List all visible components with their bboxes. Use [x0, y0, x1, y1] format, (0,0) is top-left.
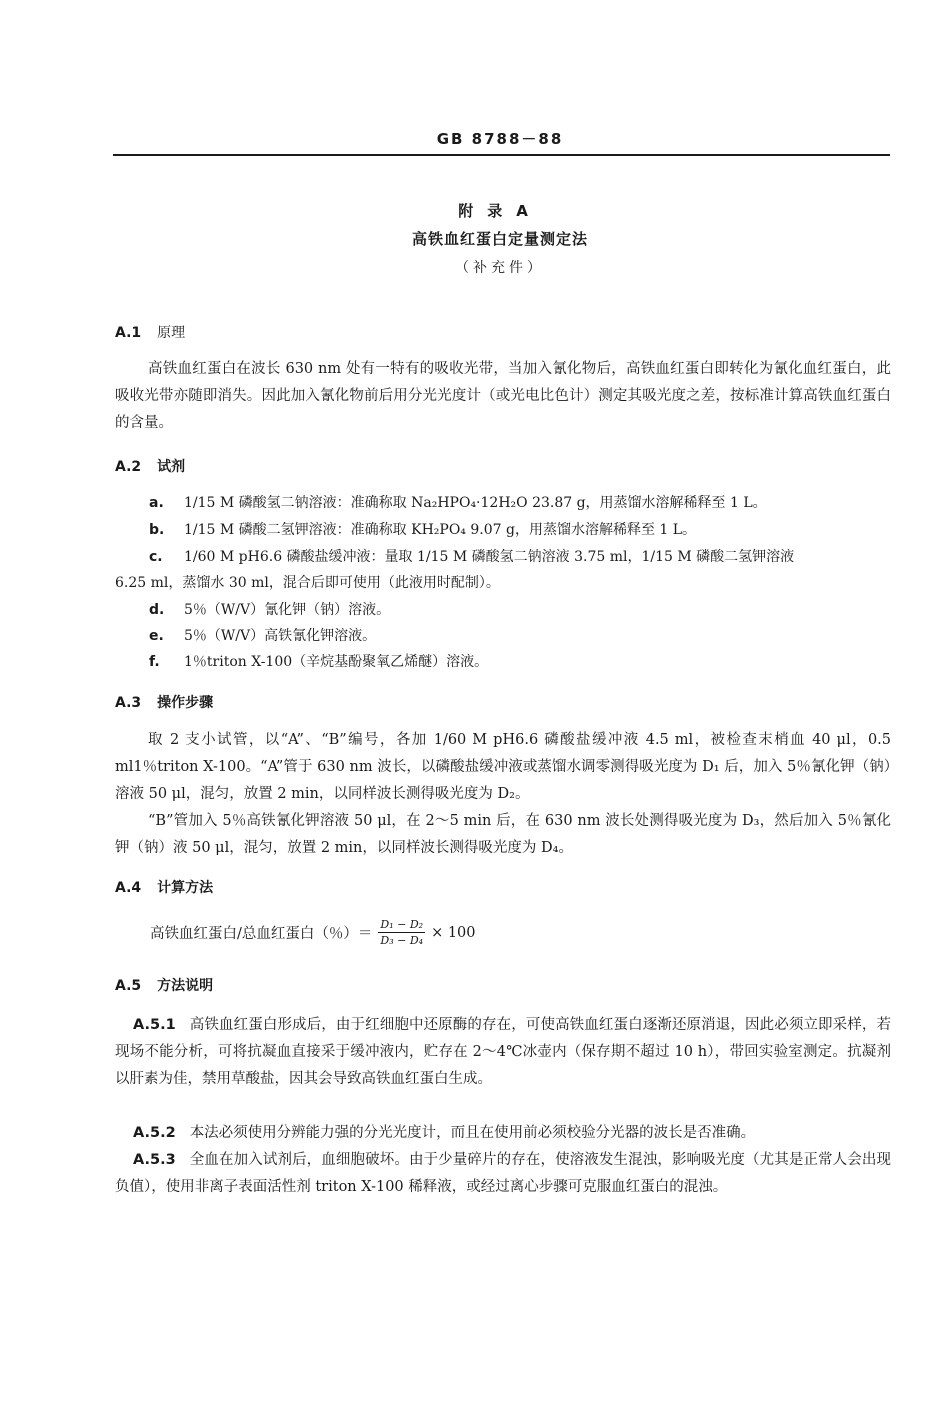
section-title: 原理 — [157, 325, 186, 341]
reagent-item-continuation: 6.25 ml，蒸馏水 30 ml，混合后即可使用（此液用时配制）。 — [115, 575, 500, 591]
formula-denominator: D₃ − D₄ — [380, 934, 424, 947]
note-a5-1: A.5.1 高铁血红蛋白形成后，由于红细胞中还原酶的存在，可使高铁血红蛋白逐渐还原消退，因此必须立即采样，若现场不能分析，可将抗凝血直接采于缓冲液内，贮存在 2～4℃冰壶内（保存期不超过 10 h），带回实验室测定。抗凝剂以肝素为佳，禁用草酸盐，因其会导致高铁血红蛋白生成。 — [115, 1017, 891, 1087]
section-a2-heading — [115, 456, 185, 476]
section-title: 计算方法 — [157, 880, 214, 896]
section-title: 操作步骤 — [157, 695, 214, 711]
reagent-item: d. 5％（W/V）氰化钾（钠）溶液。 — [149, 602, 391, 618]
appendix-label: 附录A — [458, 202, 542, 220]
document-subtitle: （补充件） — [455, 260, 545, 276]
section-number: A.1 — [115, 325, 142, 341]
calculation-formula — [150, 918, 476, 947]
procedure-paragraph-1: 取 2 支小试管，以“A”、“B”编号，各加 1/60 M pH6.6 磷酸盐缓冲液 4.5 ml，被检查末梢血 40 μl，0.5 ml1％triton X-100。“A”管于 630 nm 波长，以磷酸盐缓冲液或蒸馏水调零测得吸光度为 D₁ 后，加入 5％氰化钾（钠）溶液 50 μl，混匀，放置 2 min，以同样波长测得吸光度为 D₂。 — [115, 732, 891, 802]
section-a1-text: 高铁血红蛋白在波长 630 nm 处有一特有的吸收光带，当加入氰化物后，高铁血红蛋白即转化为氰化血红蛋白，此吸收光带亦随即消失。因此加入氰化物前后用分光光度计（或光电比色计）测定其吸光度之差，按标准计算高铁血红蛋白的含量。 — [115, 361, 891, 431]
procedure-paragraph-2: “B”管加入 5％高铁氰化钾溶液 50 μl，在 2～5 min 后，在 630 nm 波长处测得吸光度为 D₃，然后加入 5％氰化钾（钠）液 50 μl，混匀，放置 2 min，以同样波长测得吸光度为 D₄。 — [115, 813, 891, 856]
section-a3-heading — [115, 692, 213, 712]
section-title: 试剂 — [157, 459, 186, 475]
section-a1-heading — [115, 322, 185, 342]
reagent-item: a. 1/15 M 磷酸氢二钠溶液：准确称取 Na₂HPO₄·12H₂O 23.87 g，用蒸馏水溶解稀释至 1 L。 — [149, 495, 767, 511]
section-number: A.5 — [115, 978, 142, 994]
reagent-item: b. 1/15 M 磷酸二氢钾溶液：准确称取 KH₂PO₄ 9.07 g，用蒸馏水溶解稀释至 1 L。 — [149, 522, 697, 538]
section-number: A.2 — [115, 459, 142, 475]
note-a5-2: A.5.2 本法必须使用分辨能力强的分光光度计，而且在使用前必须校验分光器的波长是否准确。 — [133, 1125, 756, 1141]
section-a4-heading — [115, 877, 213, 897]
formula-numerator: D₁ − D₂ — [380, 918, 424, 931]
standard-number: GB 8788－88 — [436, 130, 564, 148]
section-number: A.3 — [115, 695, 142, 711]
formula-lhs: 高铁血红蛋白/总血红蛋白（％）＝ — [150, 926, 373, 942]
reagent-item: c. 1/60 M pH6.6 磷酸盐缓冲液：量取 1/15 M 磷酸氢二钠溶液 3.75 ml，1/15 M 磷酸二氢钾溶液 — [149, 549, 795, 565]
section-number: A.4 — [115, 880, 142, 896]
document-title: 高铁血红蛋白定量测定法 — [411, 230, 588, 248]
formula-rhs: × 100 — [431, 924, 476, 941]
formula-fraction — [378, 918, 425, 947]
reagent-item: e. 5％（W/V）高铁氰化钾溶液。 — [149, 628, 377, 644]
section-title: 方法说明 — [157, 978, 214, 994]
note-a5-3: A.5.3 全血在加入试剂后，血细胞破坏。由于少量碎片的存在，使溶液发生混浊，影响吸光度（尤其是正常人会出现负值），使用非离子表面活性剂 triton X-100 稀释液，或经过离心步骤可克服血红蛋白的混浊。 — [115, 1152, 891, 1195]
section-a5-heading — [115, 975, 213, 995]
header-rule — [113, 154, 890, 156]
reagent-item: f. 1％triton X-100（辛烷基酚聚氧乙烯醚）溶液。 — [149, 654, 489, 670]
